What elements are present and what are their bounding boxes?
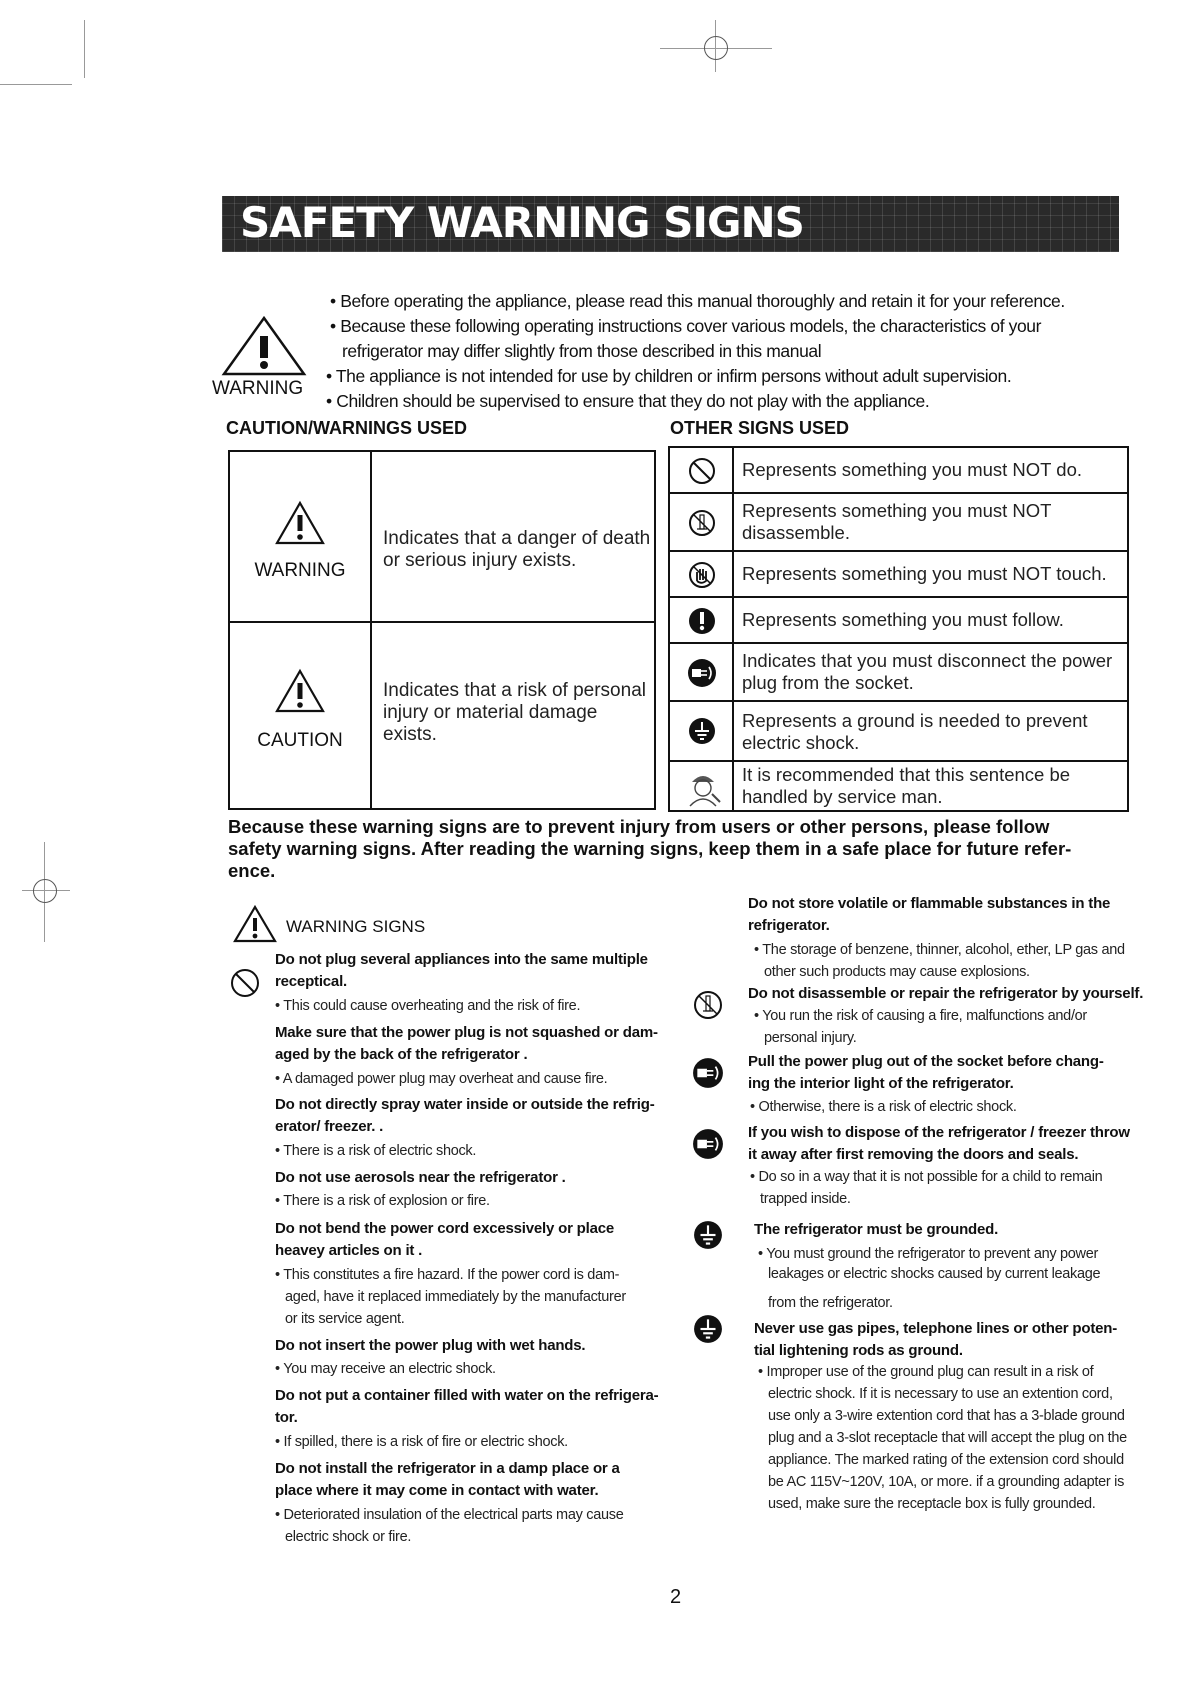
- unplug-icon: [692, 1057, 724, 1089]
- warning-description: Indicates that a danger of death or serious injury exists.: [383, 528, 651, 571]
- intro-line: • Children should be supervised to ensure that they do not play with the appliance.: [326, 391, 929, 412]
- warning-item-title: receptical.: [275, 973, 348, 990]
- warning-item-desc: used, make sure the receptacle box is fully grounded.: [768, 1496, 1096, 1512]
- warning-triangle-icon: [232, 904, 278, 944]
- prohibition-icon: [230, 968, 260, 998]
- warning-item-desc: • There is a risk of electric shock.: [275, 1140, 476, 1162]
- unplug-icon: [692, 1128, 724, 1160]
- ground-icon: [693, 1314, 723, 1344]
- warning-item-desc: • You run the risk of causing a fire, malfunctions and/or: [754, 1005, 1087, 1027]
- sign-description: Represents something you must NOT disassemble.: [742, 500, 1052, 543]
- warning-triangle-icon: [274, 500, 326, 546]
- other-signs-heading: OTHER SIGNS USED: [670, 418, 850, 438]
- caution-label: CAUTION: [257, 730, 343, 751]
- no-disassembly-icon: [688, 509, 716, 537]
- warning-item-title: place where it may come in contact with water.: [275, 1482, 599, 1499]
- ground-icon: [693, 1220, 723, 1250]
- warning-item-desc: plug and a 3-slot receptacle that will accept the plug on the: [768, 1430, 1127, 1446]
- no-touch-icon: [688, 561, 716, 589]
- warning-label: WARNING: [212, 378, 304, 399]
- table-row: [670, 644, 1127, 702]
- table-row: [670, 702, 1127, 762]
- service-man-icon: [682, 766, 724, 808]
- warning-item-title: The refrigerator must be grounded.: [754, 1221, 999, 1238]
- registration-mark: [33, 879, 57, 903]
- warning-item-desc: appliance. The marked rating of the extension cord should: [768, 1452, 1124, 1468]
- warning-item-title: Never use gas pipes, telephone lines or other poten-: [754, 1320, 1118, 1337]
- intro-line: • Before operating the appliance, please read this manual thoroughly and retain it for your reference.: [330, 291, 1065, 312]
- intro-line: refrigerator may differ slightly from those described in this manual: [342, 341, 822, 361]
- table-row: [670, 494, 1127, 552]
- warning-item-title: Do not directly spray water inside or outside the refrig-: [275, 1096, 655, 1113]
- sign-description: Represents something you must NOT do.: [742, 459, 1083, 480]
- page-title: SAFETY WARNING SIGNS: [240, 198, 804, 247]
- registration-mark: [704, 36, 728, 60]
- caution-description: Indicates that a risk of personal injury or material damage exists.: [383, 680, 646, 745]
- warning-triangle-icon: [220, 314, 308, 378]
- caution-warnings-heading: CAUTION/WARNINGS USED: [226, 418, 468, 438]
- warning-item-title: If you wish to dispose of the refrigerator / freezer throw: [748, 1124, 1130, 1141]
- warning-item-desc: • You may receive an electric shock.: [275, 1358, 496, 1380]
- warning-item-desc: electric shock. If it is necessary to use an extention cord,: [768, 1386, 1113, 1402]
- intro-line: • Because these following operating instructions cover various models, the characteristics of your: [330, 316, 1041, 337]
- warning-item-desc: be AC 115V~120V, 10A, or more. if a grounding adapter is: [768, 1474, 1125, 1490]
- warning-item-title: Do not disassemble or repair the refrigerator by yourself.: [748, 985, 1144, 1002]
- warning-item-desc: electric shock or fire.: [285, 1529, 412, 1545]
- warning-item-desc: trapped inside.: [760, 1191, 851, 1207]
- warning-item-desc: or its service agent.: [285, 1311, 405, 1327]
- warning-item-desc: from the refrigerator.: [768, 1295, 893, 1311]
- notice-line: Because these warning signs are to prevent injury from users or other persons, please follow: [228, 816, 1050, 837]
- warning-item-title: heavey articles on it .: [275, 1242, 423, 1259]
- ground-icon: [688, 717, 716, 745]
- warning-item-title: ing the interior light of the refrigerator.: [748, 1075, 1014, 1092]
- warning-item-desc: • Improper use of the ground plug can result in a risk of: [758, 1361, 1093, 1383]
- warning-item-title: Do not plug several appliances into the same multiple: [275, 951, 648, 968]
- warning-item-desc: • Do so in a way that it is not possible for a child to remain: [750, 1166, 1102, 1188]
- crop-mark: [0, 84, 72, 85]
- warning-item-title: Do not put a container filled with water on the refrigera-: [275, 1387, 659, 1404]
- prohibition-icon: [688, 457, 716, 485]
- crop-mark: [84, 20, 85, 78]
- sign-description: Indicates that you must disconnect the power plug from the socket.: [742, 650, 1113, 693]
- other-signs-table: [668, 446, 1129, 812]
- warning-item-desc: use only a 3-wire extention cord that has a 3-blade ground: [768, 1408, 1125, 1424]
- page-number: 2: [670, 1586, 682, 1608]
- warning-item-title: tor.: [275, 1409, 298, 1426]
- warning-signs-heading: WARNING SIGNS: [286, 917, 426, 936]
- warning-item-title: refrigerator.: [748, 917, 830, 934]
- table-row: [670, 598, 1127, 644]
- caution-triangle-icon: [274, 668, 326, 714]
- warning-item-title: Make sure that the power plug is not squashed or dam-: [275, 1024, 658, 1041]
- table-row: [670, 552, 1127, 598]
- warning-item-title: tial lightening rods as ground.: [754, 1342, 963, 1359]
- warning-item-desc: aged, have it replaced immediately by the manufacturer: [285, 1289, 626, 1305]
- table-row: [670, 762, 1127, 812]
- notice-line: ence.: [228, 860, 276, 881]
- sign-description: Represents something you must NOT touch.: [742, 563, 1107, 584]
- table-divider: [370, 452, 372, 808]
- warning-item-desc: • You must ground the refrigerator to prevent any power: [758, 1243, 1098, 1265]
- warning-item-desc: • This could cause overheating and the risk of fire.: [275, 995, 580, 1017]
- warning-item-desc: • Deteriorated insulation of the electrical parts may cause: [275, 1504, 623, 1526]
- warning-item-desc: • A damaged power plug may overheat and cause fire.: [275, 1068, 607, 1090]
- warning-item-title: it away after first removing the doors and seals.: [748, 1146, 1079, 1163]
- warning-item-desc: • There is a risk of explosion or fire.: [275, 1190, 490, 1212]
- warning-item-desc: personal injury.: [764, 1030, 857, 1046]
- warning-item-desc: • This constitutes a fire hazard. If the power cord is dam-: [275, 1264, 619, 1286]
- intro-line: • The appliance is not intended for use by children or infirm persons without adult supervision.: [326, 366, 1011, 387]
- warning-item-desc: other such products may cause explosions.: [764, 964, 1030, 980]
- warning-label: WARNING: [254, 560, 346, 581]
- unplug-icon: [687, 658, 717, 688]
- table-row: [670, 448, 1127, 494]
- warning-item-title: Do not insert the power plug with wet hands.: [275, 1337, 586, 1354]
- table-divider: [230, 621, 654, 623]
- warning-item-title: Do not bend the power cord excessively or place: [275, 1220, 615, 1237]
- notice-line: safety warning signs. After reading the warning signs, keep them in a safe place for future refer-: [228, 838, 1072, 859]
- sign-description: Represents something you must follow.: [742, 609, 1064, 630]
- warning-item-title: Pull the power plug out of the socket before chang-: [748, 1053, 1104, 1070]
- no-disassembly-icon: [693, 990, 723, 1020]
- warning-item-desc: • If spilled, there is a risk of fire or electric shock.: [275, 1431, 568, 1453]
- sign-description: It is recommended that this sentence be handled by service man.: [742, 764, 1071, 807]
- warning-item-title: Do not store volatile or flammable substances in the: [748, 895, 1111, 912]
- title-banner: [222, 196, 1119, 252]
- warning-item-title: aged by the back of the refrigerator .: [275, 1046, 528, 1063]
- sign-description: Represents a ground is needed to prevent electric shock.: [742, 710, 1088, 753]
- warning-item-desc: • Otherwise, there is a risk of electric shock.: [750, 1096, 1017, 1118]
- warning-item-desc: • The storage of benzene, thinner, alcohol, ether, LP gas and: [754, 939, 1125, 961]
- warning-item-desc: leakages or electric shocks caused by current leakage: [768, 1266, 1101, 1282]
- warning-item-title: Do not use aerosols near the refrigerator .: [275, 1169, 566, 1186]
- warning-item-title: erator/ freezer. .: [275, 1118, 384, 1135]
- warning-item-title: Do not install the refrigerator in a damp place or a: [275, 1460, 620, 1477]
- caution-warnings-table: [228, 450, 656, 810]
- mandatory-icon: [688, 607, 716, 635]
